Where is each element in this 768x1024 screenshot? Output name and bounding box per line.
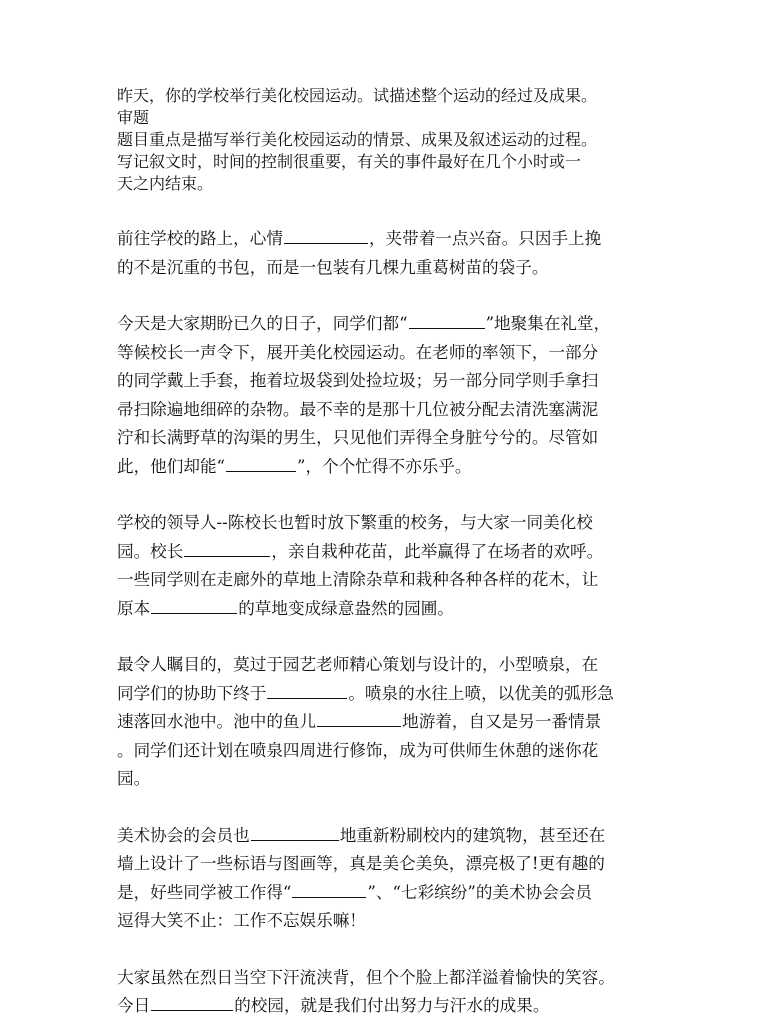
text-line: 等候校长一声令下，展开美化校园运动。在老师的率领下，一部分	[117, 342, 599, 362]
paragraph-2	[117, 310, 662, 481]
text-segment: 此，他们却能“	[117, 456, 226, 476]
text-segment: ”、“七彩缤纷”的美术协会会员	[367, 882, 592, 902]
fill-in-blank[interactable]	[251, 824, 339, 841]
analysis-text-line: 题目重点是描写举行美化校园运动的情景、成果及叙述运动的过程。	[117, 130, 598, 149]
text-line: 泞和长满野草的沟渠的男生，只见他们弄得全身脏兮兮的。尽管如	[117, 428, 599, 447]
paragraph-3	[117, 509, 662, 623]
fill-in-blank[interactable]	[317, 710, 401, 727]
fill-in-blank[interactable]	[151, 994, 233, 1011]
text-segment: 。喷泉的水往上喷，以优美的弧形急	[348, 683, 614, 703]
text-segment: 美术协会的会员也	[117, 825, 250, 845]
text-segment: ”地聚集在礼堂，	[485, 314, 611, 333]
text-segment: 今天是大家期盼已久的日子，同学们都“	[117, 314, 408, 333]
text-segment: 同学们的协助下终于	[117, 683, 267, 703]
analysis-text-line: 天之内结束。	[117, 174, 214, 193]
fill-in-blank[interactable]	[226, 455, 296, 472]
fill-in-blank[interactable]	[292, 881, 366, 898]
text-line: 园。	[117, 769, 151, 788]
fill-in-blank[interactable]	[284, 227, 368, 244]
text-line: 。同学们还计划在喷泉四周进行修饰，成为可供师生休憩的迷你花	[117, 740, 599, 760]
document-page	[117, 85, 662, 1021]
fill-in-blank[interactable]	[184, 540, 270, 557]
question-intro	[117, 85, 662, 195]
text-line: 的不是沉重的书包，而是一包装有几棵九重葛树苗的袋子。	[117, 257, 549, 277]
text-line: 墙上设计了一些标语与图画等，真是美仑美奂，漂亮极了!更有趣的	[117, 854, 605, 873]
text-segment: ，亲自栽种花苗，此举赢得了在场者的欢呼。	[271, 541, 604, 561]
text-line: 一些同学则在走廊外的草地上清除杂草和栽种各种各样的花木，让	[117, 570, 599, 589]
text-segment: 原本	[117, 598, 151, 618]
question-text: 昨天，你的学校举行美化校园运动。试描述整个运动的经过及成果。	[117, 86, 598, 105]
text-line: 的同学戴上手套，拖着垃圾袋到处捡垃圾；另一部分同学则手拿扫	[117, 371, 599, 390]
paragraph-1	[117, 225, 662, 282]
text-segment: 地游着，自又是另一番情景	[402, 712, 602, 731]
text-segment: 今日	[117, 996, 151, 1015]
text-segment: ”，个个忙得不亦乐乎。	[297, 456, 472, 476]
paragraph-5	[117, 822, 662, 936]
text-segment: 的草地变成绿意盎然的园圃。	[238, 598, 454, 618]
text-segment: 是，好些同学被工作得“	[117, 882, 292, 902]
text-segment: 的校园，就是我们付出努力与汗水的成果。	[234, 996, 550, 1015]
section-heading: 审题	[117, 108, 150, 127]
paragraph-4	[117, 651, 662, 794]
text-line: 最令人瞩目的，莫过于园艺老师精心策划与设计的，小型喷泉，在	[117, 655, 599, 674]
text-line: 帚扫除遍地细碎的杂物。最不幸的是那十几位被分配去清洗塞满泥	[117, 399, 599, 419]
text-segment: 地重新粉刷校内的建筑物，甚至还在	[339, 825, 606, 845]
text-segment: 速落回水池中。池中的鱼儿	[117, 712, 317, 731]
analysis-text-line: 写记叙文时，时间的控制很重要，有关的事件最好在几个小时或一	[117, 152, 582, 171]
fill-in-blank[interactable]	[409, 312, 485, 329]
fill-in-blank[interactable]	[151, 597, 237, 614]
paragraph-6	[117, 964, 662, 1021]
fill-in-blank[interactable]	[267, 682, 347, 699]
text-segment: 园。校长	[117, 541, 184, 561]
text-line: 大家虽然在烈日当空下汗流浃背，但个个脸上都洋溢着愉快的笑容。	[117, 967, 615, 987]
text-segment: ，夹带着一点兴奋。只因手上挽	[368, 229, 602, 248]
text-line: 逗得大笑不止：工作不忘娱乐嘛！	[117, 911, 366, 930]
text-segment: 前往学校的路上，心情	[117, 229, 283, 248]
text-line: 学校的领导人--陈校长也暂时放下繁重的校务，与大家一同美化校	[117, 513, 593, 532]
